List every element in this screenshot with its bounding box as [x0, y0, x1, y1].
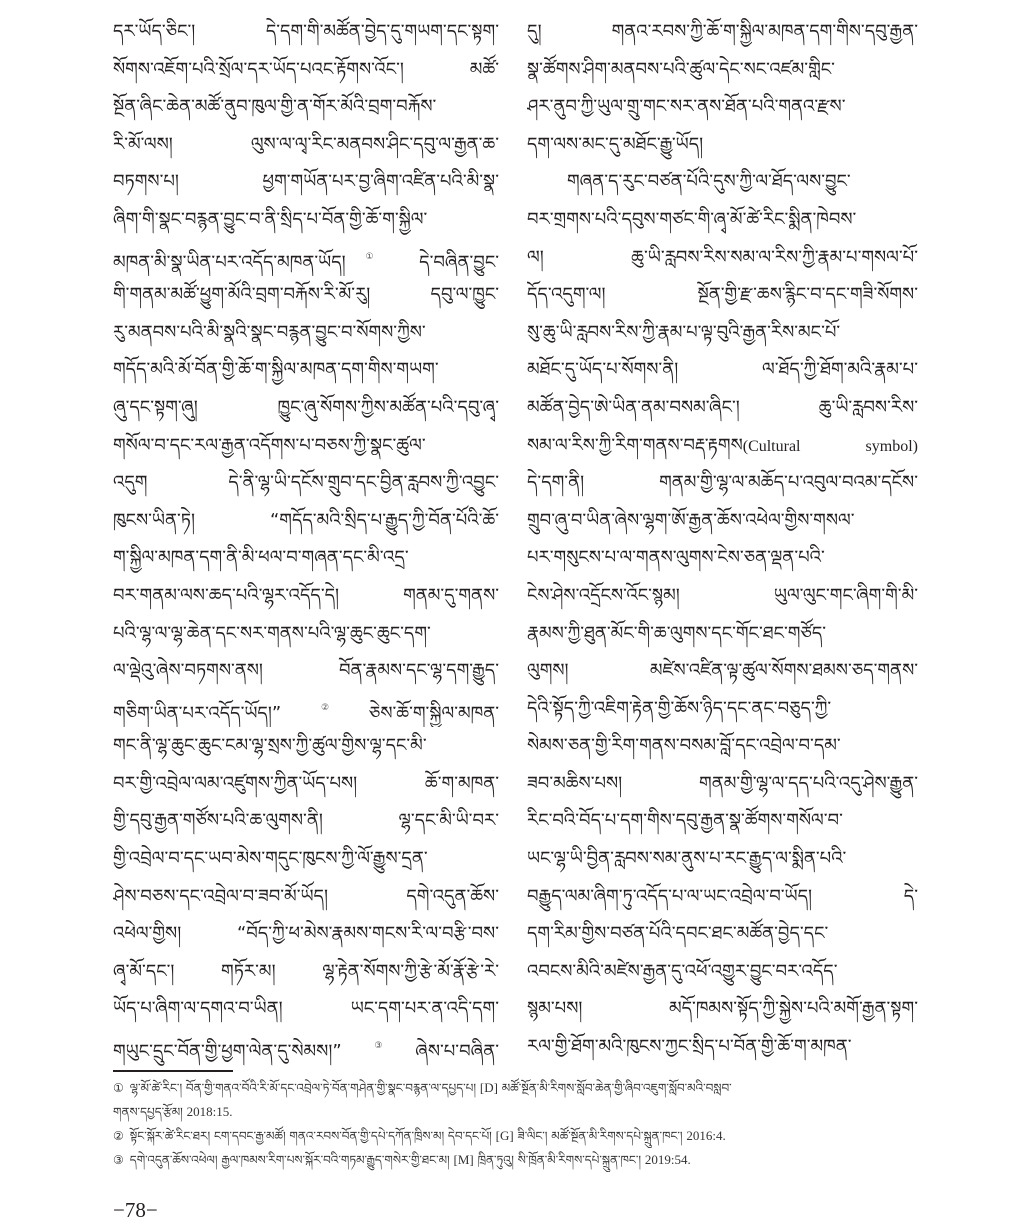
text-line	[113, 1028, 499, 1066]
text-line: བརྒྱུད་ལམ་ཞིག་ཏུ་འདོད་པ་ལ་ཡང་འབྲེལ་བ་ཡོད། དེ་	[527, 885, 918, 907]
text-line: ལུགས། མཛེས་འཛིན་ལྟ་ཚུལ་སོགས་ཐམས་ཅད་གནས་	[527, 660, 918, 682]
line-text: མཁན་མི་སྣ་ཡིན་པར་འདོད་མཁན་ཡོད།	[113, 251, 346, 273]
text-line: པར་གསུངས་པ་ལ་གནས་ལུགས་ངེས་ཅན་ལྡན་པའི་	[527, 547, 825, 569]
text-line: རྣམས་ཀྱི་ཐུན་མོང་གི་ཆ་ལུགས་དང་གོང་ཐང་གཙོད་	[527, 622, 827, 644]
text-line: སྙམ་པས། མདོ་ཁམས་སྟོད་ཀྱི་སྐྱེས་པའི་མགོ་རྒྱན་སྟག་	[527, 998, 918, 1020]
text-line: སྔོན་ཞིང་ཆེན་མཚོ་ནུབ་ཁུལ་གྱི་ན་གོར་མོའི་བྲག་བརྐོས་	[113, 96, 437, 118]
footnote-2	[113, 1124, 918, 1148]
footnote-text: དགེ་འདུན་ཆོས་འཕེལ། རྒྱལ་ཁམས་རིག་པས་སྐོར་བའི་གཏམ་རྒྱུད་གསེར་གྱི་ཐང་མ།	[129, 1153, 450, 1167]
text-line: ཡོད་པ་ཞིག་ལ་དགའ་བ་ཡིན། ཡང་དག་པར་ན་འདི་དག་	[113, 998, 499, 1020]
text-line: ལ། ཆུ་ཡི་རླབས་རིས་སམ་ལ་རིས་ཀྱི་རྣམ་པ་གསལ་པོ་	[527, 246, 918, 268]
footnote-separator	[113, 1070, 233, 1072]
text-line: སྣ་ཚོགས་ཤིག་མནབས་པའི་ཚུལ་དེང་སང་འཛམ་གླིང་	[527, 58, 835, 80]
text-line: གྱི་དབུ་རྒྱན་གཙོས་པའི་ཆ་ལུགས་ནི། ལྷ་དང་མི་ཡི་བར་	[113, 810, 499, 832]
footnote-citation: 2018:15.	[186, 1104, 233, 1119]
line-text: ཅེས་ཆོ་ག་སྐྱིལ་མཁན་	[368, 702, 499, 724]
text-line: དོད་འདུག་ལ། སྔོན་གྱི་རྫ་ཆས་རྙིང་བ་དང་གཟི་སོགས་	[527, 284, 918, 306]
text-line: ཞུ་དང་སྟག་ཞུ། ཁྱུང་ཞུ་སོགས་ཀྱིས་མཚོན་པའི་དབུ་ཞྭ་	[113, 396, 499, 418]
text-line: གདོད་མའི་མོ་བོན་གྱི་ཆོ་ག་སྐྱིལ་མཁན་དག་གིས་གཡག་	[113, 359, 439, 381]
footnote-ref-3[interactable]: ③	[341, 1041, 416, 1052]
line-text: གཡུང་དྲུང་བོན་གྱི་ཕྱག་ལེན་དུ་སེམས།”	[113, 1041, 342, 1063]
paragraph-end-line: དག་ལས་མང་དུ་མཐོང་རྒྱུ་ཡོད།	[527, 133, 704, 155]
text-line: སོགས་འཇོག་པའི་སྲོལ་དར་ཡོད་པའང་རྟོགས་འོང་། མཚོ་	[113, 58, 499, 80]
text-line: སུ་ཆུ་ཡི་རླབས་རིས་ཀྱི་རྣམ་པ་ལྟ་བུའི་རྒྱན་རིས་མང་པོ་	[527, 321, 841, 343]
text-line: རིང་བའི་བོད་པ་དག་གིས་དབུ་རྒྱན་སྣ་ཚོགས་གསོལ་བ་	[527, 810, 843, 832]
line-text: ཞེས་པ་བཞིན་	[415, 1041, 499, 1063]
footnote-ref-1[interactable]: ①	[345, 251, 394, 262]
footnote-text: ལྷ་མོ་ཚེ་རིང་། བོན་གྱི་གནའ་བོའི་རི་མོ་དང་འབྲེལ་ཏེ་བོན་གཤེན་གྱི་སྣང་བརྙན་ལ་དཔྱད་པ།	[129, 1081, 477, 1095]
footnote-3	[113, 1148, 918, 1172]
text-line: དེ་དག་ནི། གནམ་གྱི་ལྷ་ལ་མཆོད་པ་འབུལ་བའམ་དངོས་	[527, 472, 918, 494]
footnote-mark: ③	[113, 1153, 124, 1167]
paragraph-start-line: གཞན་ད་རུང་བཙན་པོའི་དུས་ཀྱི་ལ་ཐོད་ལས་བྱུང་	[567, 171, 851, 193]
text-line: པའི་ལྷ་ལ་ལྷ་ཆེན་དང་སར་གནས་པའི་ལྷ་ཆུང་ཆུང་དག་	[113, 622, 431, 644]
left-column	[113, 13, 499, 1066]
text-line: དག་རིམ་གྱིས་བཙན་པོའི་དབང་ཐང་མཚོན་བྱེད་དང་	[527, 923, 829, 945]
text-line: བར་གྱི་འབྲེལ་ལམ་འཛུགས་ཀྱིན་ཡོད་པས། ཆོ་ག་མཁན་	[113, 772, 499, 794]
text-line	[113, 690, 499, 728]
text-line: གི་གནམ་མཚོ་ཕྱུག་མོའི་བྲག་བརྐོས་རི་མོ་རུ། དབུ་ལ་ཁྱུང་	[113, 284, 499, 306]
text-line: གང་ནི་ལྷ་ཆུང་ཆུང་ངམ་ལྷ་སྲས་ཀྱི་ཚུལ་གྱིས་ལྷ་དང་མི་	[113, 735, 427, 757]
text-line: ལ་ལྡེའུ་ཞེས་བཏགས་ནས། བོན་རྣམས་དང་ལྷ་དག་རྒྱུད་	[113, 660, 499, 682]
text-line: གྲུབ་ཞུ་བ་ཡིན་ཞེས་ལྷག་ཨོ་རྒྱན་ཆོས་འཕེལ་གྱིས་གསལ་	[527, 509, 855, 531]
footnote-text: སྟོང་སྐོར་ཚེ་རིང་ཐར། ངག་དབང་རྒྱ་མཚོ། གནའ་རབས་བོན་གྱི་དཔེ་དཀོན་ཁྲིས་མ། དེབ་དང་པོ།	[129, 1129, 492, 1143]
text-line: གྱི་འབྲེལ་བ་དང་ཡབ་མེས་གདུང་ཁུངས་ཀྱི་ལོ་རྒྱུས་དྲན་	[113, 848, 428, 870]
footnotes	[113, 1076, 918, 1172]
footnote-citation: 2019:54.	[644, 1152, 691, 1167]
footnote-ref-2[interactable]: ②	[281, 702, 369, 713]
footnote-text: གནས་དཔྱད་རྩོམ།	[113, 1105, 183, 1119]
text-line: རལ་གྱི་ཐོག་མའི་ཁུངས་ཀྱང་སྲིད་པ་བོན་གྱི་ཆོ་ག་མཁན་	[527, 1036, 852, 1058]
footnote-type-tag: [G]	[495, 1128, 514, 1143]
footnote-source: ཁྲིན་ཏུའུ། སི་ཁྲོན་མི་རིགས་དཔེ་སྐྲུན་ཁང་།	[477, 1153, 642, 1167]
page-number: −78−	[113, 1198, 158, 1222]
text-line: མཚོན་བྱེད་ཨེ་ཡིན་ནམ་བསམ་ཞིང་། ཆུ་ཡི་རླབས་རིས་	[527, 396, 918, 418]
text-line: འདུག དེ་ནི་ལྷ་ཡི་དངོས་གྲུབ་དང་བྱིན་རླབས་ཀྱི་འབྱུང་	[113, 472, 499, 494]
line-text: དེ་བཞིན་བྱུང་	[393, 251, 499, 273]
english-term: (Cultural symbol)	[742, 437, 918, 455]
text-line: ག་སྐྱིལ་མཁན་དག་ནི་མི་ཕལ་བ་གཞན་དང་མི་འདྲ་	[113, 547, 409, 569]
text-line: བཏགས་པ། ཕྱག་གཡོན་པར་བྱ་ཞིག་འཛིན་པའི་མི་སྣ་	[113, 171, 499, 193]
text-line	[113, 239, 499, 277]
footnote-type-tag: [D]	[479, 1080, 498, 1095]
text-line: ཤར་ནུབ་ཀྱི་ཡུལ་གྲུ་གང་སར་ནས་ཐོན་པའི་གནའ་རྫས་	[527, 96, 846, 118]
text-line: བར་གྲགས་པའི་དབུས་གཙང་གི་ཞྭ་མོ་ཚེ་རིང་སྨིན་ཁེབས་	[527, 208, 857, 230]
text-line: སེམས་ཅན་གྱི་རིག་གནས་བསམ་བློ་དང་འབྲེལ་བ་དམ་	[527, 735, 841, 757]
text-line: ངེས་ཤེས་འདྲོངས་འོང་སྙམ། ཡུལ་ལུང་གང་ཞིག་གི་མི་	[527, 584, 918, 606]
text-line	[527, 427, 918, 465]
text-line: ཞིག་གི་སྣང་བརྙན་བྱུང་བ་ནི་སྲིད་པ་བོན་གྱི་ཆོ་ག་སྐྱིལ་	[113, 208, 428, 230]
text-line: རི་མོ་ལས། ལུས་ལ་ལྭ་རིང་མནབས་ཤིང་དབུ་ལ་རྒྱན་ཆ་	[113, 133, 499, 155]
footnote-1-continuation	[113, 1100, 918, 1124]
text-line: ཤེས་བཅས་དང་འབྲེལ་བ་ཟབ་མོ་ཡོད། དགེ་འདུན་ཆོས་	[113, 885, 499, 907]
line-text: སམ་ལ་རིས་ཀྱི་རིག་གནས་བརྡ་རྟགས	[527, 434, 743, 456]
text-line: དར་ཡོད་ཅིང་། དེ་དག་གི་མཚོན་བྱེད་དུ་གཡག་དང་སྟག་	[113, 21, 499, 42]
text-line: གསོལ་བ་དང་རལ་རྒྱན་འདོགས་པ་བཅས་ཀྱི་སྣང་ཚུལ་	[113, 434, 426, 456]
line-text: གཅིག་ཡིན་པར་འདོད་ཡོད།”	[113, 702, 282, 724]
footnote-citation: 2016:4.	[686, 1128, 726, 1143]
text-line: རུ་མནབས་པའི་མི་སྣའི་སྣང་བརྙན་བྱུང་བ་སོགས་ཀྱིས་	[113, 321, 426, 343]
text-line: མཐོང་དུ་ཡོད་པ་སོགས་ནི། ལ་ཐོད་ཀྱི་ཐོག་མའི་རྣམ་པ་	[527, 359, 918, 381]
footnote-type-tag: [M]	[453, 1152, 474, 1167]
footnote-mark: ②	[113, 1129, 124, 1143]
text-line: ཡང་ལྷ་ཡི་བྱིན་རླབས་སམ་ནུས་པ་རང་རྒྱུད་ལ་སྨིན་པའི་	[527, 848, 847, 870]
text-line: ཁུངས་ཡིན་ཏེ། “གདོད་མའི་སྲིད་པ་རྒྱུད་ཀྱི་བོན་པོའི་ཆོ་	[113, 509, 499, 531]
text-line: འཕེལ་གྱིས། “བོད་ཀྱི་ཕ་མེས་རྣམས་གངས་རི་ལ་བརྩི་བས་	[113, 923, 499, 945]
right-column	[527, 13, 918, 1066]
text-line: ཞྭ་མོ་དང་། གཏོར་མ། ལྷ་རྟེན་སོགས་ཀྱི་རྩེ་མོ་རྣོ་རྩེ་རེ་	[113, 960, 499, 982]
footnote-mark: ①	[113, 1081, 124, 1095]
footnote-source: ཟི་ལིང་། མཚོ་སྔོན་མི་རིགས་དཔེ་སྐྲུན་ཁང་།	[517, 1129, 683, 1143]
footnote-source: མཚོ་སྔོན་མི་རིགས་སློབ་ཆེན་གྱི་ཞིབ་འཇུག་སློབ་མའི་བསླབ་	[501, 1081, 732, 1095]
text-line: འབངས་མིའི་མཛེས་རྒྱན་དུ་འཕོ་འགྱུར་བྱུང་བར་འདོད་	[527, 960, 838, 982]
text-line: དེའི་སྟོད་ཀྱི་འཇིག་རྟེན་གྱི་ཆོས་ཉིད་དང་ནང་བཅུད་ཀྱི་	[527, 697, 832, 719]
text-line: ཟབ་མཆིས་པས། གནམ་གྱི་ལྷ་ལ་དད་པའི་འདུ་ཤེས་རྒྱུན་	[527, 772, 918, 794]
text-line: བར་གནམ་ལས་ཆད་པའི་ལྷར་འདོད་དེ། གནམ་དུ་གནས་	[113, 584, 499, 606]
text-line: དུ། གནའ་རབས་ཀྱི་ཆོ་ག་སྐྱིལ་མཁན་དག་གིས་དབུ་རྒྱན་	[527, 21, 918, 42]
footnote-1	[113, 1076, 918, 1100]
